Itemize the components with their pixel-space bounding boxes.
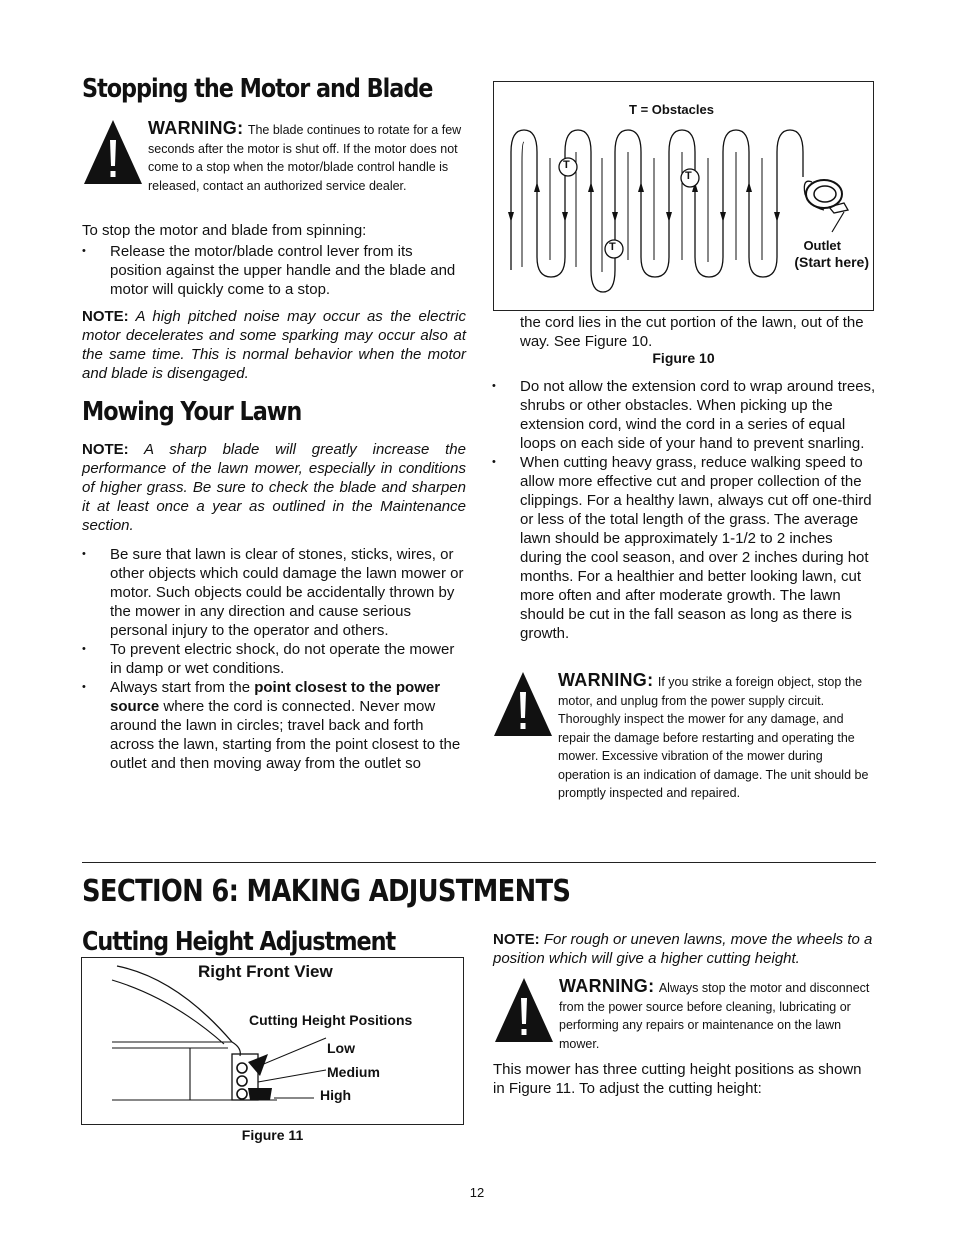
positions-label: Cutting Height Positions [249,1012,413,1028]
heading-cutting-height: Cutting Height Adjustment [82,927,396,957]
stopping-intro: To stop the motor and blade from spinning: [82,222,367,239]
position-medium: Medium [327,1064,380,1080]
obstacle-marker: T [609,241,616,253]
figure-11-title: Right Front View [198,962,333,981]
warning-label: WARNING: [558,670,654,690]
page-number: 12 [469,1185,485,1200]
list-item: • To prevent electric shock, do not operate the mower in damp or wet conditions. [82,640,464,678]
mowing-bullets-right [492,377,876,643]
stopping-bullets [82,242,462,299]
outlet-label: Outlet [803,238,841,253]
figure-10-caption: Figure 10 [652,350,715,366]
heading-section-6: SECTION 6: MAKING ADJUSTMENTS [82,874,571,909]
list-item: • Do not allow the extension cord to wrap around trees, shrubs or other obstacles. When picking up the extension cord, wind the cord in a series of equal loops on each side of your hand to prevent snarling. [492,377,876,453]
figure-11 [81,957,464,1125]
mowing-pattern-diagram [494,82,872,309]
mowing-continued: the cord lies in the cut portion of the lawn, out of the way. See Figure 10. [520,314,864,350]
mowing-note [82,440,466,535]
figure-11-caption: Figure 11 [241,1127,304,1143]
warning-label: WARNING: [148,118,244,138]
warning-text: The blade continues to rotate for a few seconds after the motor is shut off. If the motor does not come to a stop when the motor/blade control handle is released, contact an authorized service dealer. [148,123,462,193]
note-label: NOTE: [82,441,129,458]
cutting-height-body: This mower has three cutting height positions as shown in Figure 11. To adjust the cutting height: [493,1061,862,1097]
obstacle-marker: T [685,170,692,182]
stopping-note [82,307,466,383]
note-text: For rough or uneven lawns, move the wheels to a position which will give a higher cutting height. [493,931,873,967]
warning-triangle-icon [492,670,554,740]
warning-text: Always stop the motor and disconnect from the power source before cleaning, lubricating or performing any repairs or maintenance on the lawn mower. [559,981,870,1051]
warning-triangle-icon [82,118,144,188]
heading-mowing: Mowing Your Lawn [82,397,302,427]
warning-stopping [82,118,466,195]
section-divider [82,862,876,863]
warning-triangle-icon [493,976,555,1046]
note-text: A high pitched noise may occur as the electric motor decelerates and some sparking may occur also at the same time. This is normal behavior when the motor and blade is disengaged. [82,308,466,382]
note-label: NOTE: [82,308,129,325]
note-text: A sharp blade will greatly increase the performance of the lawn mower, especially in conditions of higher grass. Be sure to check the blade and sharpen it at least once a year as outlined in the Maintenance section. [82,441,466,534]
note-label: NOTE: [493,931,540,948]
position-high: High [320,1087,352,1103]
mower-right-front-diagram [82,958,462,1123]
warning-label: WARNING: [559,976,655,996]
obstacle-marker: T [563,159,570,171]
list-item: • When cutting heavy grass, reduce walking speed to allow more effective cut and proper collection of the clippings. For a healthy lawn, always cut off one-third or less of the total length of the grass. The average lawn should be approximately 1-1/2 to 2 inches during the cool season, and over 2 inches during hot months. For a healthier and better looking lawn, cut more often and after moderate growth. The lawn should be cut in the fall season as long as there is growth. [492,453,876,643]
position-low: Low [327,1040,355,1056]
list-item: • Always start from the point closest to the power source where the cord is connected. Never mow around the lawn in circles; travel back and forth across the lawn, starting from the point closest to the outlet and then moving away from the outlet so [82,678,464,773]
mowing-bullets-left [82,545,464,773]
warning-cutting-height [493,976,877,1053]
emphasis: point closest to the power source [110,679,441,715]
list-item: • Release the motor/blade control lever from its position against the upper handle and the blade and motor will quickly come to a stop. [82,242,462,299]
figure-legend: T = Obstacles [629,102,714,117]
warning-mowing [492,670,876,803]
warning-text: If you strike a foreign object, stop the motor, and unplug from the power supply circuit. Thoroughly inspect the mower for any damage, and repair the damage before restarting and operating the mower. Excessive vibration of the mower during operation is an indication of damage. The unit should be promptly inspected and repaired. [558,675,869,800]
list-item: • Be sure that lawn is clear of stones, sticks, wires, or other objects which could damage the lawn mower or motor. Such objects could be accidentally thrown by the mower in any direction and cause serious personal injury to the operator and others. [82,545,464,640]
heading-stopping: Stopping the Motor and Blade [82,74,433,104]
figure-10 [493,81,874,311]
start-here-label: (Start here) [794,254,869,270]
cutting-height-note [493,930,877,968]
